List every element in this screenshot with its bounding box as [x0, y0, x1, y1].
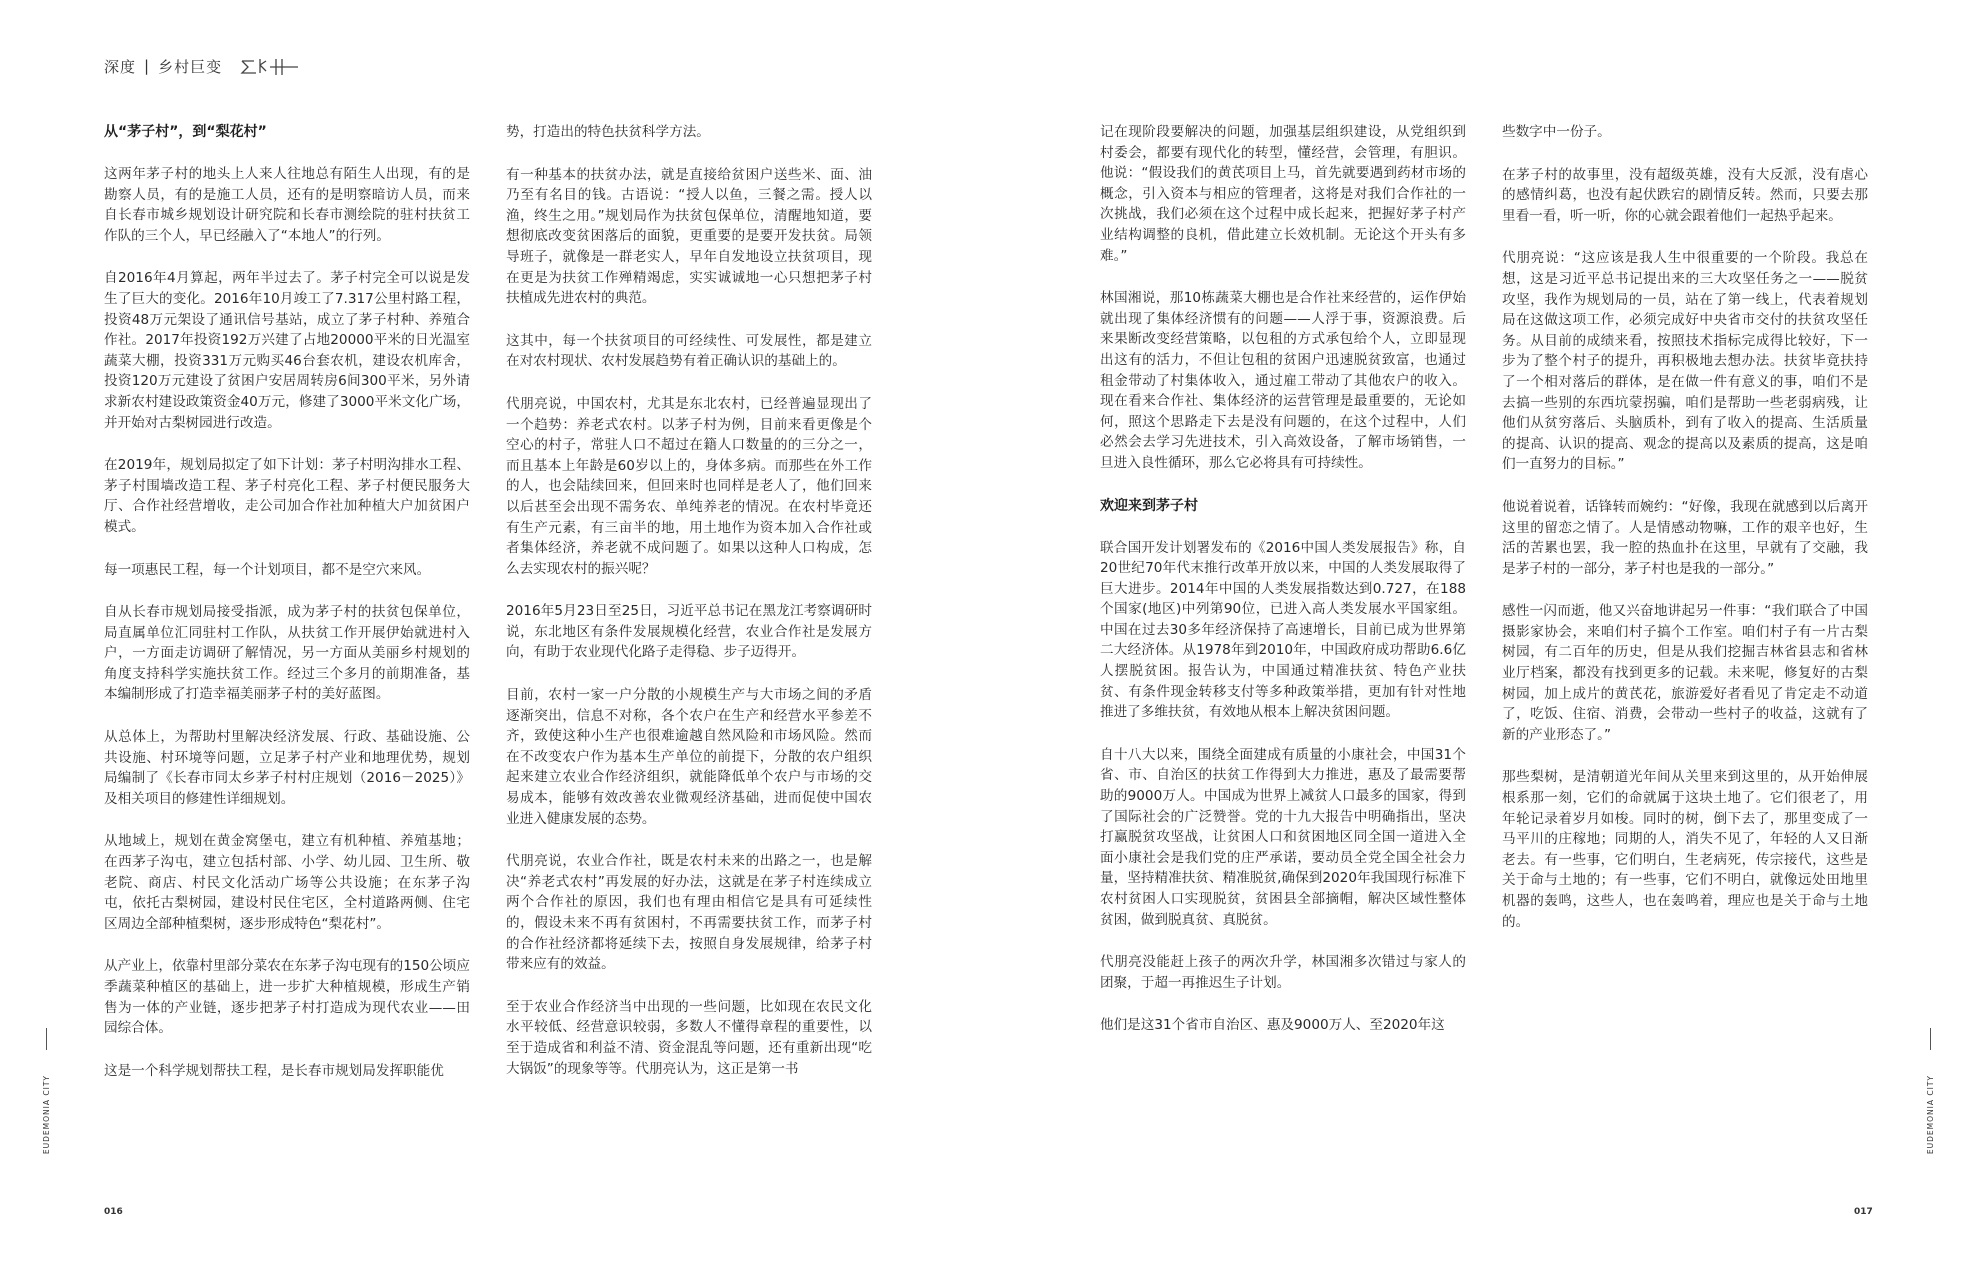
paragraph: 这其中，每一个扶贫项目的可经续性、可发展性，都是建立在对农村现状、农村发展趋势有着正确认识的基础上的。	[506, 332, 872, 370]
side-tick-left	[46, 1028, 47, 1050]
paragraph: 从产业上，依靠村里部分菜农在东茅子沟屯现有的150公顷应季蔬菜种植区的基础上，进一步扩大种植规模，形成生产销售为一体的产业链，逐步把茅子村打造成为现代农业——田园综合体。	[104, 958, 470, 1037]
paragraph: 些数字中一份子。	[1502, 124, 1611, 140]
paragraph: 有一种基本的扶贫办法，就是直接给贫困户送些米、面、油乃至有名目的钱。古语说：“授人以鱼，三餐之需。授人以渔，终生之用。”规划局作为扶贫包保单位，清醒地知道，要想彻底改变贫困落后的面貌，更重要的是要开发扶贫。局领导班子，就像是一群老实人，早年自发地设立扶贫项目，现在更是为扶贫工作殚精竭虑，实实诚诚地一心只想把茅子村扶植成先进农村的典范。	[506, 166, 872, 307]
village-logo-icon	[238, 55, 300, 77]
paragraph: 至于农业合作经济当中出现的一些问题，比如现在农民文化水平较低、经营意识较弱，多数人不懂得章程的重要性，以至于造成省和利益不清、资金混乱等问题，还有重新出现“吃大锅饭”的现象等等。代朋亮认为，这正是第一书	[506, 998, 872, 1077]
paragraph: 这是一个科学规划帮扶工程，是长春市规划局发挥职能优	[104, 1062, 444, 1079]
paragraph: 感性一闪而逝，他又兴奋地讲起另一件事：“我们联合了中国摄影家协会，来咱们村子搞个工作室。咱们村子有一片古梨树园，有二百年的历史，但是从我们挖掘吉林省县志和省林业厅档案，都没有找到更多的记载。未来呢，修复好的古梨树园，加上成片的黄芪花，旅游爱好者看见了肯定走不动道了，吃饭、住宿、消费，会带动一些村子的收益，这就有了新的产业形态了。”	[1502, 603, 1868, 743]
paragraph: 自从长春市规划局接受指派，成为茅子村的扶贫包保单位，局直属单位汇同驻村工作队，从扶贫工作开展伊始就进村入户，一方面走访调研了解情况，另一方面从美丽乡村规划的角度支持科学实施扶贫工作。经过三个多月的前期准备，基本编制形成了打造幸福美丽茅子村的美好蓝图。	[104, 604, 470, 703]
paragraph: 每一项惠民工程，每一个计划项目，都不是空穴来风。	[104, 561, 431, 578]
section-label: 深度	[104, 57, 137, 76]
paragraph: 在茅子村的故事里，没有超级英雄，没有大反派，没有虐心的感情纠葛，也没有起伏跌宕的剧情反转。然而，只要去那里看一看，听一听，你的心就会跟着他们一起热乎起来。	[1502, 166, 1868, 224]
paragraph: 代朋亮说，农业合作社，既是农村未来的出路之一，也是解决“养老式农村”再发展的好办法，这就是在茅子村连续成立两个合作社的原因，我们也有理由相信它是具有可延续性的，假设未来不再有贫困村，不再需要扶贫工作，而茅子村的合作社经济都将延续下去，按照自身发展规律，给茅子村带来应有的效益。	[506, 853, 872, 973]
side-tick-right	[1930, 1028, 1931, 1050]
article-column-3	[1100, 122, 1466, 1058]
paragraph: 代朋亮说：“这应该是我人生中很重要的一个阶段。我总在想，这是习近平总书记提出来的三大攻坚任务之一——脱贫攻坚，我作为规划局的一员，站在了第一线上，代表着规划局在这做这项工作，必须完成好中央省市交付的扶贫攻坚任务。从目前的成绩来看，按照技术指标完成得比较好，下一步为了整个村子的提升，再积极地去想办法。扶贫毕竟扶持了一个相对落后的群体，是在做一件有意义的事，咱们不是去搞一些别的东西坑蒙拐骗，咱们是帮助一些老弱病残，让他们从贫穷落后、头脑质朴，到有了收入的提高、生活质量的提高、认识的提高、观念的提高以及素质的提高，这是咱们一直努力的目标。”	[1502, 250, 1868, 473]
paragraph: 他说着说着，话锋转而婉约：“好像，我现在就感到以后离开这里的留恋之情了。人是情感动物嘛，工作的艰辛也好，生活的苦累也罢，我一腔的热血扑在这里，早就有了交融，我是茅子村的一部分，茅子村也是我的一部分。”	[1502, 498, 1868, 577]
column-title: 乡村巨变	[158, 57, 223, 76]
paragraph: 林国湘说，那10栋蔬菜大棚也是合作社来经营的，运作伊始就出现了集体经济惯有的问题——人浮于事，资源浪费。后来果断改变经营策略，以包租的方式承包给个人，立即显现出这有的活力，不但让包租的贫困户迅速脱贫致富，也通过租金带动了村集体收入，通过雇工带动了其他农户的收入。现在看来合作社、集体经济的运营管理是最重要的，无论如何，照这个思路走下去是没有问题的，在这个过程中，人们必然会去学习先进技术，引入高效设备，了解市场销售，一旦进入良性循环，那么它必将具有可持续性。	[1100, 290, 1466, 471]
paragraph: 在2019年，规划局拟定了如下计划：茅子村明沟排水工程、茅子村围墙改造工程、茅子村亮化工程、茅子村便民服务大厅、合作社经营增收，走公司加合作社加种植大户加贫困户模式。	[104, 457, 470, 535]
paragraph: 他们是这31个省市自治区、惠及9000万人、至2020年这	[1100, 1017, 1445, 1034]
paragraph: 势，打造出的特色扶贫科学方法。	[506, 124, 710, 140]
paragraph: 从总体上，为帮助村里解决经济发展、行政、基础设施、公共设施、村环境等问题，立足茅子村产业和地理优势，规划局编制了《长春市同太乡茅子村村庄规划（2016－2025）》及相关项目的修建性详细规划。	[104, 729, 470, 807]
article-column-1	[104, 122, 470, 1103]
paragraph: 记在现阶段要解决的问题，加强基层组织建设，从党组织到村委会，都要有现代化的转型，懂经营，会管理，有胆识。他说：“假设我们的黄芪项目上马，首先就要遇到药材市场的概念，引入资本与相应的管理者，这将是对我们合作社的一次挑战，我们必须在这个过程中成长起来，把握好茅子村产业结构调整的良机，借此建立长效机制。无论这个开头有多难。”	[1100, 124, 1466, 264]
paragraph: 2016年5月23日至25日，习近平总书记在黑龙江考察调研时说，东北地区有条件发展规模化经营，农业合作社是发展方向，有助于农业现代化路子走得稳、步子迈得开。	[506, 603, 872, 661]
paragraph: 自十八大以来，围绕全面建成有质量的小康社会，中国31个省、市、自治区的扶贫工作得到大力推进，惠及了最需要帮助的9000万人。中国成为世界上减贫人口最多的国家，得到了国际社会的广泛赞誉。党的十九大报告中明确指出，坚决打赢脱贫攻坚战，让贫困人口和贫困地区同全国一道进入全面小康社会是我们党的庄严承诺，要动员全党全国全社会力量，坚持精准扶贫、精准脱贫,确保到2020年我国现行标准下农村贫困人口实现脱贫，贫困县全部摘帽，解决区域性整体贫困，做到脱真贫、真脱贫。	[1100, 746, 1466, 928]
paragraph: 联合国开发计划署发布的《2016中国人类发展报告》称，自20世纪70年代末推行改革开放以来，中国的人类发展取得了巨大进步。2014年中国的人类发展指数达到0.727，在188个国家(地区)中列第90位，已进入高人类发展水平国家组。中国在过去30多年经济保持了高速增长，目前已成为世界第二大经济体。从1978年到2010年，中国政府成功帮助6.6亿人摆脱贫困。报告认为，中国通过精准扶贫、特色产业扶贫、有条件现金转移支付等多种政策举措，更加有针对性地推进了多维扶贫，有效地从根本上解决贫困问题。	[1100, 539, 1466, 721]
side-label-right: EUDEMONIA CITY	[1926, 1075, 1935, 1155]
page-header	[104, 55, 300, 77]
page-number-left: 016	[104, 1207, 123, 1217]
paragraph: 那些梨树，是清朝道光年间从关里来到这里的，从开始伸展根系那一刻，它们的命就属于这块土地了。它们很老了，用年轮记录着岁月如梭。同时的树，倒下去了，那里变成了一马平川的庄稼地；同期的人，消失不见了，年轻的人又日渐老去。有一些事，它们明白，生老病死，传宗接代，这些是关于命与土地的；有一些事，它们不明白，就像远处田地里机器的轰鸣，这些人，也在轰鸣着，理应也是关于命与土地的。	[1502, 769, 1868, 930]
paragraph: 代朋亮说，中国农村，尤其是东北农村，已经普遍显现出了一个趋势：养老式农村。以茅子村为例，目前来看更像是个空心的村子，常驻人口不超过在籍人口数量的的三分之一，而且基本上年龄是60岁以上的，身体多病。而那些在外工作的人，也会陆续回来，但回来时也同样是老人了，他们回来以后甚至会出现不需务农、单纯养老的情况。在农村毕竟还有生产元素，有三亩半的地，用土地作为资本加入合作社或者集体经济，养老就不成问题了。如果以这种人口构成，怎么去实现农村的振兴呢？	[506, 395, 872, 577]
section-heading: 欢迎来到茅子村	[1100, 497, 1198, 514]
side-label-left: EUDEMONIA CITY	[42, 1075, 51, 1155]
paragraph: 代朋亮没能赶上孩子的两次升学，林国湘多次错过与家人的团聚，于超一再推迟生子计划。	[1100, 954, 1466, 991]
page-number-right: 017	[1854, 1207, 1873, 1217]
article-column-2	[506, 122, 872, 1101]
paragraph: 这两年茅子村的地头上人来人往地总有陌生人出现，有的是勘察人员，有的是施工人员，还有的是明察暗访人员，而来自长春市城乡规划设计研究院和长春市测绘院的驻村扶贫工作队的三个人，早已经融入了“本地人”的行列。	[104, 166, 470, 244]
paragraph: 从地域上，规划在黄金窝堡屯，建立有机种植、养殖基地；在西茅子沟屯，建立包括村部、小学、幼儿园、卫生所、敬老院、商店、村民文化活动广场等公共设施；在东茅子沟屯，依托古梨树园，建设村民住宅区，全村道路两侧、住宅区周边全部种植梨树，逐步形成特色“梨花村”。	[104, 833, 470, 932]
paragraph: 自2016年4月算起，两年半过去了。茅子村完全可以说是发生了巨大的变化。2016年10月竣工了7.317公里村路工程，投资48万元架设了通讯信号基站，成立了茅子村种、养殖合作社。2017年投资192万兴建了占地20000平米的日光温室蔬菜大棚，投资331万元购买46台套农机，建设农机库舍，投资120万元建设了贫困户安居周转房6间300平米，另外请求新农村建设政策资金40万元，修建了3000平米文化广场，并开始对古梨树园进行改造。	[104, 270, 470, 431]
article-column-4	[1502, 122, 1868, 954]
section-heading: 从“茅子村”，到“梨花村”	[104, 124, 267, 140]
header-separator: |	[144, 57, 151, 75]
paragraph: 目前，农村一家一户分散的小规模生产与大市场之间的矛盾逐渐突出，信息不对称，各个农户在生产和经营水平参差不齐，致使这种小生产也很难逾越自然风险和市场风险。然而在不改变农户作为基本生产单位的前提下，分散的农户组织起来建立农业合作经济组织，就能降低单个农户与市场的交易成本，能够有效改善农业微观经济基础，进而促使中国农业进入健康发展的态势。	[506, 687, 872, 827]
